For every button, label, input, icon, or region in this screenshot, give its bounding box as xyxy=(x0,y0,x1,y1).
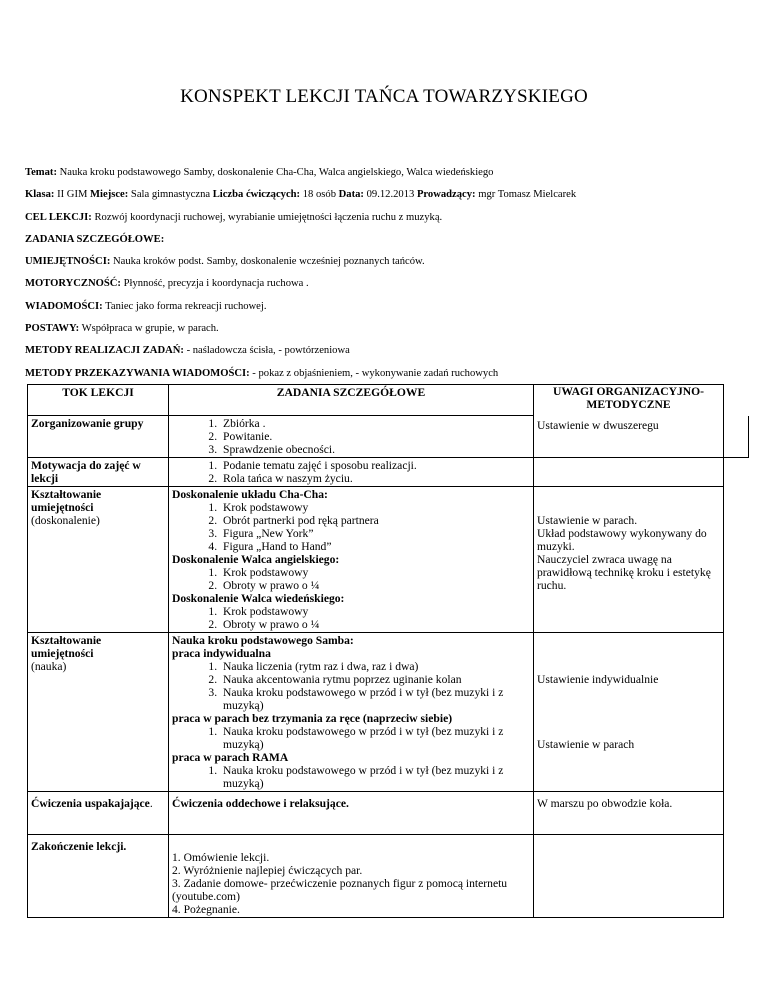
list-item: 1. Podanie tematu zajęć i sposobu realizacji. xyxy=(220,459,530,472)
miejsce-label: Miejsce: xyxy=(90,189,129,201)
miejsce-value: Sala gimnastyczna xyxy=(128,189,213,201)
label-uspokajajace xyxy=(28,792,169,835)
metody-realizacji-value: - naśladowcza ścisła, - powtórzeniowa xyxy=(183,345,350,357)
list-item: 2. Nauka akcentowania rytmu poprzez uginanie kolan xyxy=(220,673,530,686)
content-uspokajajace: Ćwiczenia oddechowe i relaksujące. xyxy=(169,792,534,835)
list-item: 4. Pożegnanie. xyxy=(172,903,240,916)
list-praca-indywidualna xyxy=(172,660,530,712)
list-praca-w-parach xyxy=(172,725,530,751)
label-motywacja: Motywacja do zajęć w lekcji xyxy=(28,458,169,487)
metody-realizacji-label: METODY REALIZACJI ZADAŃ: xyxy=(25,345,184,357)
walc-angielski-title: Doskonalenie Walca angielskiego: xyxy=(172,553,340,566)
umiejetnosci-value: Nauka kroków podst. Samby, doskonalenie wcześniej poznanych tańców. xyxy=(110,256,425,268)
samba-title: Nauka kroku podstawowego Samba: xyxy=(172,634,354,647)
content-nauka xyxy=(169,633,534,792)
lesson-metadata xyxy=(25,166,748,389)
motorycznosc-value: Płynność, precyzja i koordynacja ruchowa . xyxy=(120,278,309,290)
klasa-label: Klasa: xyxy=(25,189,55,201)
list-item: 1. Omówienie lekcji. xyxy=(172,851,270,864)
metody-przekazywania-label: METODY PRZEKAZYWANIA WIADOMOŚCI: xyxy=(25,367,250,379)
content-motywacja xyxy=(169,458,534,487)
label-nauka xyxy=(28,633,169,792)
postawy-value: Współpraca w grupie, w parach. xyxy=(79,323,219,335)
label-nauka-bold: Kształtowanie umiejętności xyxy=(31,634,102,660)
note-cell-zorganizowanie xyxy=(724,416,749,458)
meta-metody-realizacji xyxy=(25,344,748,366)
list-walc-angielski xyxy=(172,566,530,592)
prowadzacy-label: Prowadzący: xyxy=(416,189,476,201)
list-walc-wiedenski xyxy=(172,605,530,631)
meta-motorycznosc xyxy=(25,277,748,299)
row-motywacja xyxy=(28,458,749,487)
content-doskonalenie xyxy=(169,487,534,633)
note-zorganizowanie: Ustawienie w dwuszeregu xyxy=(537,419,659,432)
label-uspokajajace-bold: Ćwiczenia uspakajające xyxy=(31,797,150,810)
liczba-value: 18 osób xyxy=(300,189,339,201)
label-zorganizowanie: Zorganizowanie grupy xyxy=(28,416,169,458)
table-header-row xyxy=(28,385,749,416)
label-uspokajajace-dot: . xyxy=(149,797,153,810)
walc-wiedenski-title: Doskonalenie Walca wiedeńskiego: xyxy=(172,592,345,605)
wiadomosci-value: Taniec jako forma rekreacji ruchowej. xyxy=(102,300,267,312)
content-zakonczenie xyxy=(169,835,534,918)
page-title: KONSPEKT LEKCJI TAŃCA TOWARZYSKIEGO xyxy=(180,86,588,107)
list-zakonczenie xyxy=(172,851,530,916)
list-item: 1. Nauka kroku podstawowego w przód i w tył (bez muzyki i z muzyką) xyxy=(220,725,530,751)
list-item: 2. Wyróżnienie najlepiej ćwiczących par. xyxy=(172,864,363,877)
list-item: 1. Krok podstawowy xyxy=(220,501,530,514)
list-item: 1. Nauka liczenia (rytm raz i dwa, raz i dwa) xyxy=(220,660,530,673)
label-zakonczenie: Zakończenie lekcji. xyxy=(28,835,169,918)
note-nauka-indywidualnie: Ustawienie indywidualnie xyxy=(537,673,659,686)
list-zorganizowanie xyxy=(172,417,530,456)
row-doskonalenie xyxy=(28,487,749,633)
list-item: 1. Krok podstawowy xyxy=(220,605,530,618)
note-doskonalenie: Ustawienie w parach. Układ podstawowy wykonywany do muzyki. Nauczyciel zwraca uwagę na prawidłową technikę kroku i estetykę ruchu. xyxy=(537,514,711,592)
praca-indywidualna-title: praca indywidualna xyxy=(172,647,271,660)
umiejetnosci-label: UMIEJĘTNOŚCI: xyxy=(25,256,111,268)
meta-wiadomosci xyxy=(25,300,748,322)
row-zakonczenie xyxy=(28,835,749,918)
temat-label: Temat: xyxy=(25,167,57,178)
meta-cel xyxy=(25,211,748,233)
list-item: 2. Obroty w prawo o ¼ xyxy=(220,618,530,631)
motorycznosc-label: MOTORYCZNOŚĆ: xyxy=(25,278,121,290)
list-item: 3. Nauka kroku podstawowego w przód i w tył (bez muzyki i z muzyką) xyxy=(220,686,530,712)
meta-postawy xyxy=(25,322,748,344)
note-uspokajajace: W marszu po obwodzie koła. xyxy=(534,792,724,835)
list-item: 1. Nauka kroku podstawowego w przód i w tył (bez muzyki i z muzyką) xyxy=(220,764,530,790)
klasa-value: II GIM xyxy=(54,189,91,201)
cel-value: Rozwój koordynacji ruchowej, wyrabianie umiejętności łączenia ruchu z muzyką. xyxy=(91,211,443,223)
header-zadania: ZADANIA SZCZEGÓŁOWE xyxy=(169,385,534,416)
list-item: 4. Figura „Hand to Hand” xyxy=(220,540,530,553)
data-label: Data: xyxy=(338,189,364,201)
wiadomosci-label: WIADOMOŚCI: xyxy=(25,300,103,312)
postawy-label: POSTAWY: xyxy=(25,323,80,335)
row-uspokajajace xyxy=(28,792,749,835)
data-value: 09.12.2013 xyxy=(363,189,417,201)
label-nauka-plain: (nauka) xyxy=(31,660,67,673)
temat-value: Nauka kroku podstawowego Samby, doskonalenie Cha-Cha, Walca angielskiego, Walca wiedeńskiego xyxy=(56,167,494,178)
list-item: 3. Zadanie domowe- przećwiczenie poznanych figur z pomocą internetu (youtube.com) xyxy=(172,877,508,903)
list-praca-rama xyxy=(172,764,530,790)
header-uwagi-text: UWAGI ORGANIZACYJNO-METODYCZNE xyxy=(552,385,705,411)
list-item: 1. Zbiórka . xyxy=(220,417,530,430)
header-tok-lekcji: TOK LEKCJI xyxy=(28,385,169,416)
meta-umiejetnosci xyxy=(25,255,748,277)
header-uwagi xyxy=(534,385,724,458)
list-motywacja xyxy=(172,459,530,485)
cha-cha-title: Doskonalenie układu Cha-Cha: xyxy=(172,488,328,501)
metody-przekazywania-value: - pokaz z objaśnieniem, - wykonywanie zadań ruchowych xyxy=(249,367,499,379)
label-doskonalenie-bold: Kształtowanie umiejętności xyxy=(31,488,102,514)
note-cell-motywacja xyxy=(534,458,724,487)
note-nauka-w-parach: Ustawienie w parach xyxy=(537,738,635,751)
row-nauka xyxy=(28,633,749,792)
content-zorganizowanie xyxy=(169,416,534,458)
praca-w-parach-title: praca w parach bez trzymania za ręce (naprzeciw siebie) xyxy=(172,712,453,725)
list-item: 3. Figura „New York” xyxy=(220,527,530,540)
meta-details xyxy=(25,188,748,210)
note-cell-nauka xyxy=(534,633,724,792)
zadania-label: ZADANIA SZCZEGÓŁOWE: xyxy=(25,233,165,245)
meta-temat xyxy=(25,166,748,188)
list-cha-cha xyxy=(172,501,530,553)
list-item: 2. Obroty w prawo o ¼ xyxy=(220,579,530,592)
list-item: 1. Krok podstawowy xyxy=(220,566,530,579)
list-item: 2. Obrót partnerki pod ręką partnera xyxy=(220,514,530,527)
note-cell-zakonczenie xyxy=(534,835,724,918)
list-item: 3. Sprawdzenie obecności. xyxy=(220,443,530,456)
lesson-table xyxy=(27,384,749,918)
note-cell-doskonalenie xyxy=(534,487,724,633)
meta-zadania xyxy=(25,233,748,255)
label-doskonalenie-plain: (doskonalenie) xyxy=(31,514,100,527)
praca-rama-title: praca w parach RAMA xyxy=(172,751,289,764)
list-item: 2. Rola tańca w naszym życiu. xyxy=(220,472,530,485)
liczba-label: Liczba ćwiczących: xyxy=(212,189,301,201)
prowadzacy-value: mgr Tomasz Mielcarek xyxy=(475,189,577,201)
cel-label: CEL LEKCJI: xyxy=(25,211,92,223)
list-item: 2. Powitanie. xyxy=(220,430,530,443)
label-doskonalenie xyxy=(28,487,169,633)
